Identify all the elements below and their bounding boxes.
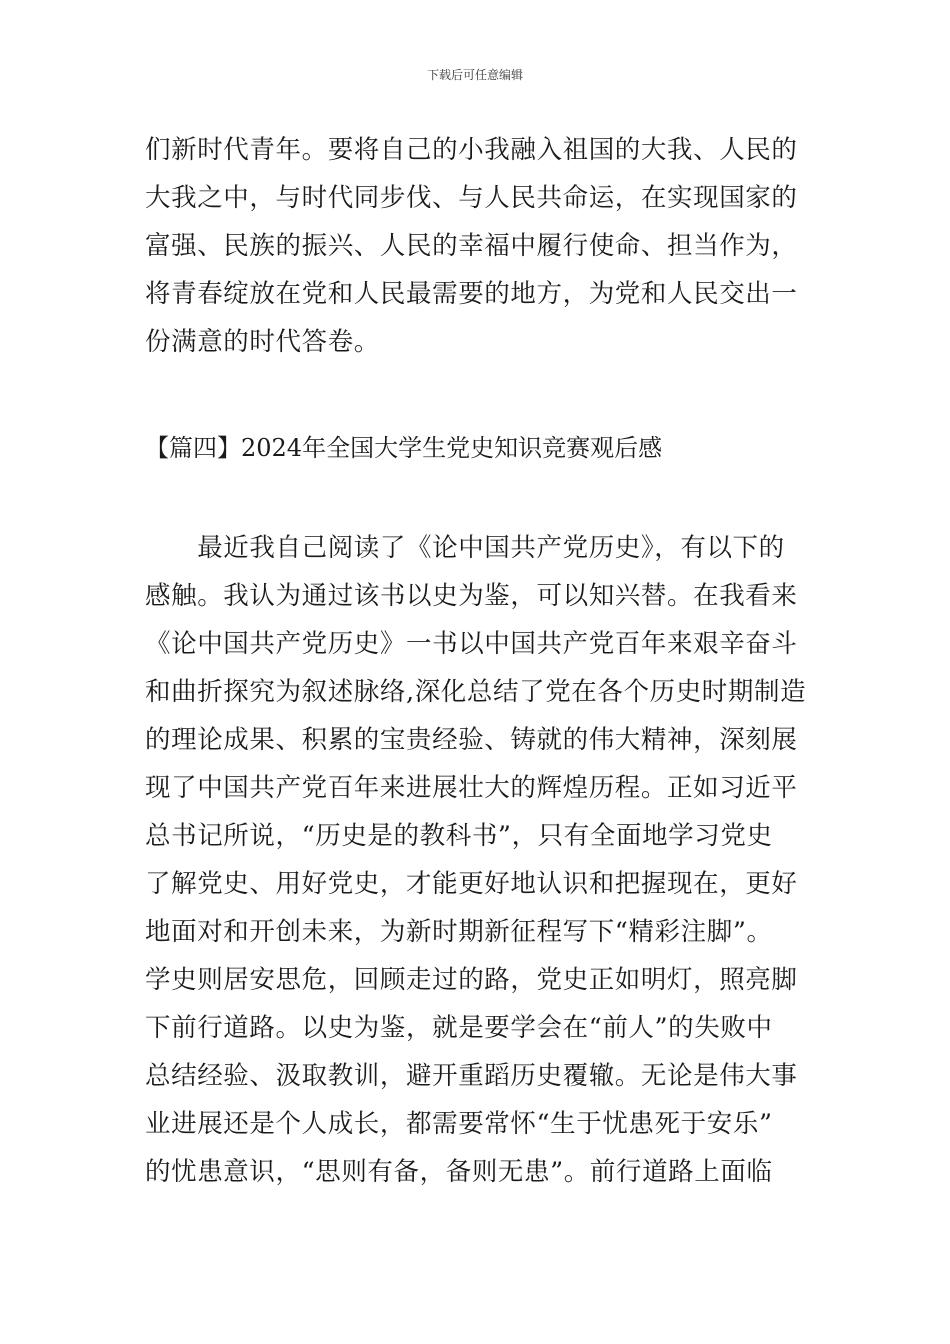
paragraph-line: 总结经验、汲取教训，避开重蹈历史覆辙。无论是伟大事: [145, 1061, 798, 1091]
paragraph-line: 大我之中，与时代同步伐、与人民共命运，在实现国家的: [145, 183, 798, 213]
paragraph-line: 份满意的时代答卷。: [145, 327, 380, 357]
paragraph-line: 最近我自己阅读了《论中国共产党历史》，有以下的: [145, 533, 785, 563]
paragraph-line: 现了中国共产党百年来进展壮大的辉煌历程。正如习近平: [145, 773, 798, 803]
paragraph-line: 业进展还是个人成长，都需要常怀“生于忧患死于安乐”: [145, 1109, 773, 1139]
paragraph-2: [145, 524, 810, 1196]
paragraph-1: [145, 126, 810, 366]
paragraph-line: 了解党史、用好党史，才能更好地认识和把握现在，更好: [145, 869, 798, 899]
paragraph-line: 下前行道路。以史为鉴，就是要学会在“前人”的失败中: [145, 1013, 773, 1043]
paragraph-line: 的理论成果、积累的宝贵经验、铸就的伟大精神，深刻展: [145, 725, 798, 755]
paragraph-line: 将青春绽放在党和人民最需要的地方，为党和人民交出一: [145, 279, 798, 309]
paragraph-line: 学史则居安思危，回顾走过的路，党史正如明灯，照亮脚: [145, 965, 798, 995]
paragraph-line: 富强、民族的振兴、人民的幸福中履行使命、担当作为，: [145, 231, 798, 261]
paragraph-line: 感触。我认为通过该书以史为鉴，可以知兴替。在我看来: [145, 581, 798, 611]
section-heading: 【篇四】2024年全国大学生党史知识竞赛观后感: [145, 434, 663, 462]
paragraph-line: 地面对和开创未来，为新时期新征程写下“精彩注脚”。: [145, 917, 773, 947]
paragraph-line: 和曲折探究为叙述脉络,深化总结了党在各个历史时期制造: [145, 677, 807, 707]
header-note: 下载后可任意编辑: [426, 68, 523, 82]
paragraph-line: 们新时代青年。要将自己的小我融入祖国的大我、人民的: [145, 135, 798, 165]
paragraph-line: 的忧患意识，“思则有备，备则无患”。前行道路上面临: [145, 1157, 773, 1187]
paragraph-line: 《论中国共产党历史》一书以中国共产党百年来艰辛奋斗: [145, 629, 798, 659]
paragraph-line: 总书记所说，“历史是的教科书”，只有全面地学习党史: [145, 821, 773, 851]
